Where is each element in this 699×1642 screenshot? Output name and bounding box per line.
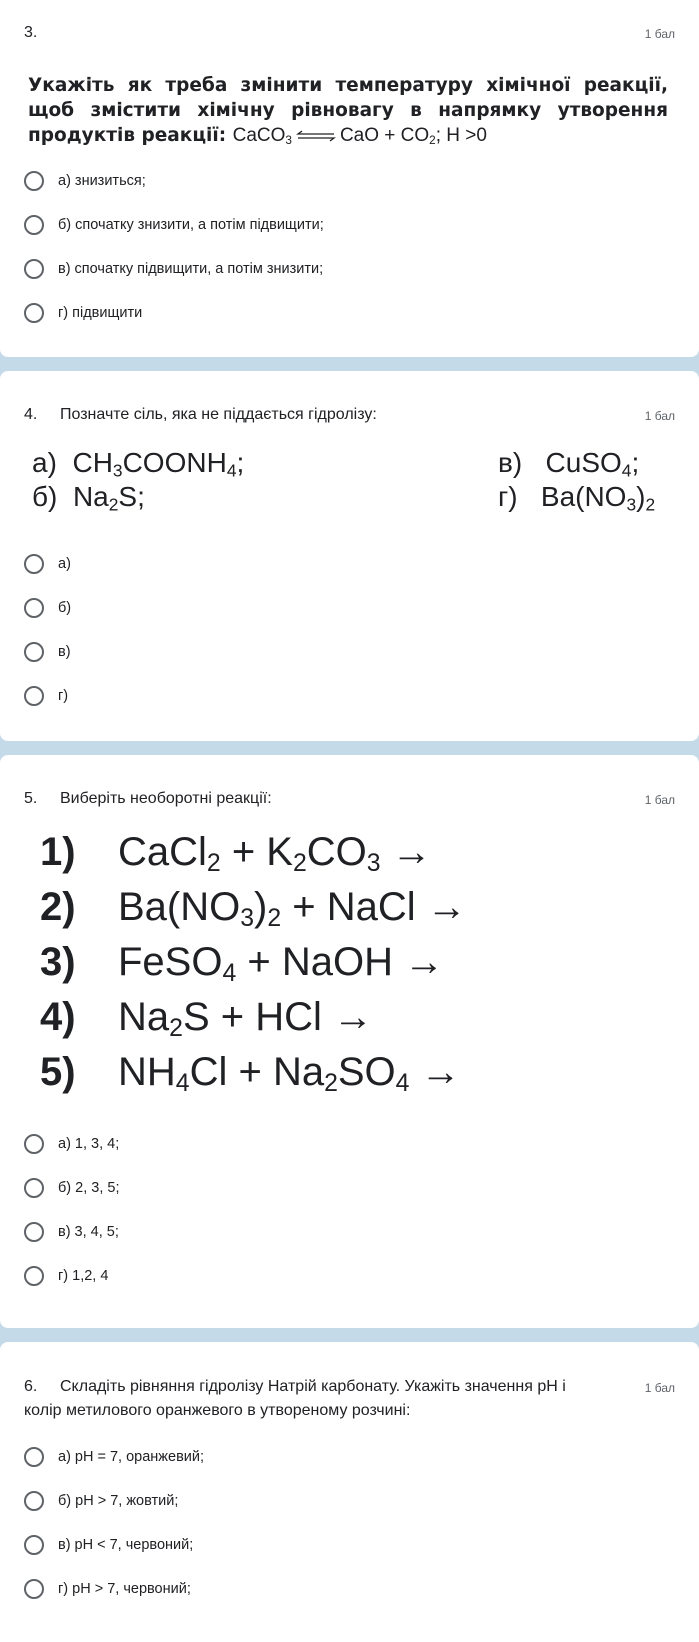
salt-formula: CH xyxy=(72,447,113,478)
option-label: а) pH = 7, оранжевий; xyxy=(58,1449,204,1465)
question-text: Складіть рівняння гідролізу Натрій карбонату. Укажіть значення pH і xyxy=(60,1378,566,1395)
radio-button[interactable] xyxy=(24,1491,44,1511)
option-label: а) 1, 3, 4; xyxy=(58,1136,120,1152)
option-g[interactable] xyxy=(24,1578,191,1600)
question-card-6 xyxy=(0,1342,699,1642)
option-a[interactable] xyxy=(24,1446,204,1468)
reaction-part: FeSO xyxy=(118,940,223,984)
question-text: Позначте сіль, яка не піддається гідролізу: xyxy=(60,406,377,423)
question-points: 1 бал xyxy=(644,27,675,41)
reaction-1 xyxy=(40,827,432,877)
option-label: в) спочатку підвищити, а потім знизити; xyxy=(58,261,324,277)
question-text-line2: колір метилового оранжевого в утвореному розчині: xyxy=(24,1402,411,1419)
question-card-4 xyxy=(0,371,699,741)
salt-formula: Ba(NO xyxy=(540,481,627,512)
salt-label: в) xyxy=(498,447,523,478)
salt-sub: 3 xyxy=(112,460,123,481)
reaction-3 xyxy=(40,937,444,987)
salt-formula: ) xyxy=(636,481,646,512)
reaction-part: ) xyxy=(254,885,268,929)
salt-label: а) xyxy=(32,447,57,478)
salt-sub: 4 xyxy=(226,460,237,481)
salt-sub: 3 xyxy=(626,494,637,515)
question-number: 5. xyxy=(24,790,38,807)
option-a[interactable] xyxy=(24,1133,119,1155)
salt-b xyxy=(32,481,145,513)
option-a[interactable] xyxy=(24,553,71,575)
option-b[interactable] xyxy=(24,214,324,236)
option-b[interactable] xyxy=(24,597,71,619)
option-a[interactable] xyxy=(24,170,146,192)
radio-button[interactable] xyxy=(24,1222,44,1242)
question-card-5 xyxy=(0,755,699,1328)
option-label: г) 1,2, 4 xyxy=(58,1268,109,1284)
option-label: б) xyxy=(58,600,72,616)
reaction-part: Ba(NO xyxy=(118,885,241,929)
reaction-sub: 3 xyxy=(240,905,255,933)
reaction-2 xyxy=(40,882,467,932)
option-label: в) 3, 4, 5; xyxy=(58,1224,119,1240)
reaction-part: S + HCl → xyxy=(182,995,373,1039)
option-g[interactable] xyxy=(24,685,68,707)
radio-button[interactable] xyxy=(24,1134,44,1154)
salt-formula: ; xyxy=(236,447,245,478)
question-points: 1 бал xyxy=(644,793,675,807)
option-label: г) підвищити xyxy=(58,305,143,321)
radio-button[interactable] xyxy=(24,642,44,662)
reaction-part: → xyxy=(380,830,432,874)
salt-g xyxy=(498,481,655,513)
reaction-part: + NaCl → xyxy=(281,885,467,929)
reaction-part: SO xyxy=(337,1050,396,1094)
reaction-formula xyxy=(233,125,487,146)
question-card-3 xyxy=(0,0,699,357)
salt-formula: ; xyxy=(631,447,640,478)
question-points: 1 бал xyxy=(644,1381,675,1395)
option-label: г) pH > 7, червоний; xyxy=(58,1581,191,1597)
question-text xyxy=(28,73,668,148)
option-v[interactable] xyxy=(24,1221,119,1243)
option-label: б) спочатку знизити, а потім підвищити; xyxy=(58,217,324,233)
formula-right: CaO + CO xyxy=(339,125,430,146)
salt-sub: 2 xyxy=(645,494,656,515)
question-number: 4. xyxy=(24,406,38,423)
radio-button[interactable] xyxy=(24,171,44,191)
option-v[interactable] xyxy=(24,1534,193,1556)
salt-formula: CuSO xyxy=(545,447,622,478)
option-label: в) xyxy=(58,644,71,660)
formula-sub: 3 xyxy=(285,133,292,147)
formula-left: CaCO xyxy=(232,125,286,146)
radio-button[interactable] xyxy=(24,1266,44,1286)
salt-formula: COONH xyxy=(122,447,227,478)
reaction-sub: 2 xyxy=(292,850,307,878)
option-g[interactable] xyxy=(24,302,142,324)
radio-button[interactable] xyxy=(24,1178,44,1198)
reaction-sub: 2 xyxy=(324,1070,338,1098)
reaction-part: Na xyxy=(118,995,170,1039)
question-points: 1 бал xyxy=(644,409,675,423)
option-label: б) 2, 3, 5; xyxy=(58,1180,120,1196)
option-label: в) pH < 7, червоний; xyxy=(58,1537,194,1553)
reaction-sub: 4 xyxy=(222,960,237,988)
equilibrium-arrow-icon xyxy=(296,129,336,143)
reaction-part: CO xyxy=(306,830,367,874)
question-number: 3. xyxy=(24,24,38,41)
salt-formula: Na xyxy=(72,481,109,512)
option-v[interactable] xyxy=(24,641,71,663)
option-label: а) знизиться; xyxy=(58,173,146,189)
radio-button[interactable] xyxy=(24,1535,44,1555)
reaction-number: 4) xyxy=(40,995,76,1039)
radio-button[interactable] xyxy=(24,215,44,235)
question-number: 6. xyxy=(24,1378,38,1395)
radio-button[interactable] xyxy=(24,554,44,574)
question-text-bold: Укажіть як треба змінити температуру хімічної реакції, щоб змістити хімічну рівновагу в напрямку утворення продуктів реакції: xyxy=(28,75,668,146)
option-label: г) xyxy=(58,688,69,704)
option-g[interactable] xyxy=(24,1265,108,1287)
formula-tail: ; H >0 xyxy=(435,125,487,146)
option-label: а) xyxy=(58,556,71,572)
reaction-part: → xyxy=(409,1050,461,1094)
salt-v xyxy=(498,447,639,479)
salt-sub: 2 xyxy=(108,494,119,515)
question-text: Виберіть необоротні реакції: xyxy=(60,790,272,807)
salt-formula: S; xyxy=(118,481,145,512)
reaction-sub: 3 xyxy=(366,850,381,878)
option-v[interactable] xyxy=(24,258,323,280)
reaction-sub: 2 xyxy=(206,850,221,878)
reaction-part: + NaOH → xyxy=(236,940,445,984)
salt-a xyxy=(32,447,244,479)
reaction-number: 5) xyxy=(40,1050,76,1094)
salt-label: г) xyxy=(498,481,518,512)
reaction-number: 2) xyxy=(40,885,76,929)
radio-button[interactable] xyxy=(24,686,44,706)
option-b[interactable] xyxy=(24,1177,120,1199)
radio-button[interactable] xyxy=(24,598,44,618)
reaction-4 xyxy=(40,992,373,1042)
radio-button[interactable] xyxy=(24,1579,44,1599)
formula-sub: 2 xyxy=(429,133,436,147)
reaction-part: Cl + Na xyxy=(189,1050,325,1094)
radio-button[interactable] xyxy=(24,259,44,279)
reaction-sub: 4 xyxy=(175,1070,190,1098)
radio-button[interactable] xyxy=(24,1447,44,1467)
reaction-number: 1) xyxy=(40,830,76,874)
reaction-part: NH xyxy=(118,1050,176,1094)
option-label: б) pH > 7, жовтий; xyxy=(58,1493,179,1509)
reaction-sub: 4 xyxy=(395,1070,410,1098)
option-b[interactable] xyxy=(24,1490,178,1512)
reaction-part: + K xyxy=(220,830,293,874)
salt-sub: 4 xyxy=(621,460,632,481)
reaction-5 xyxy=(40,1047,461,1097)
reaction-part: CaCl xyxy=(118,830,207,874)
reaction-sub: 2 xyxy=(169,1015,183,1043)
reaction-number: 3) xyxy=(40,940,76,984)
reaction-sub: 2 xyxy=(267,905,282,933)
salt-label: б) xyxy=(32,481,58,512)
radio-button[interactable] xyxy=(24,303,44,323)
